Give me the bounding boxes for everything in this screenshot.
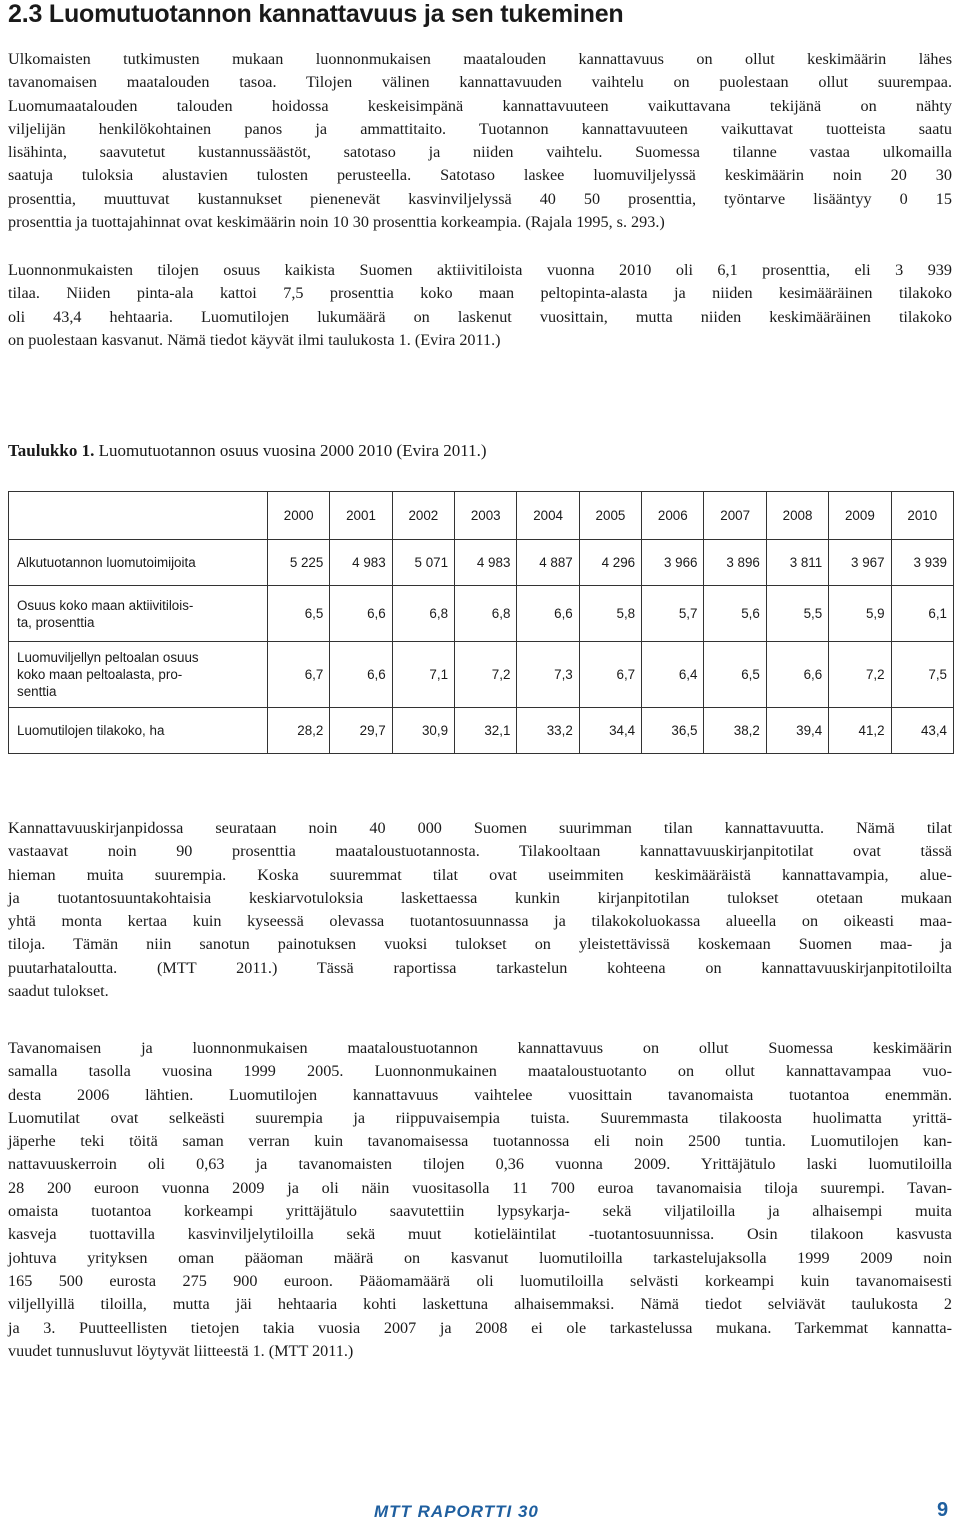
value-cell: 32,1	[455, 708, 517, 754]
text-line: samalla tasolla vuosina 1999 2005. Luonnonmukainen maataloustuotanto on ollut kannattavampaa vuo-	[8, 1062, 952, 1081]
value-cell: 5 225	[267, 540, 329, 586]
value-cell: 30,9	[392, 708, 454, 754]
value-cell: 34,4	[579, 708, 641, 754]
value-cell: 7,3	[517, 642, 579, 708]
text-line: lisähinta, saavutetut kustannussäästöt, satotaso ja niiden vaihtelu. Suomessa tilanne vastaa ulkomailla	[8, 143, 952, 162]
text-line: Luonnonmukaisten tilojen osuus kaikista Suomen aktiivitiloista vuonna 2010 oli 6,1 prosenttia, eli 3 939	[8, 261, 952, 279]
paragraph-1	[8, 48, 952, 234]
row-label-cell: Luomuviljellyn peltoalan osuus koko maan peltoalasta, pro- senttia	[9, 642, 268, 708]
value-cell: 6,5	[704, 642, 766, 708]
value-cell: 41,2	[829, 708, 891, 754]
value-cell: 5,6	[704, 586, 766, 642]
value-cell: 5,8	[579, 586, 641, 642]
value-cell: 6,7	[579, 642, 641, 708]
paragraph-2	[8, 259, 952, 352]
text-line: vastaavat noin 90 prosenttia maataloustuotannosta. Tilakooltaan kannattavuuskirjanpitotilat ovat tässä	[8, 842, 952, 861]
value-cell: 33,2	[517, 708, 579, 754]
text-line: prosenttia, muuttuvat kustannukset pienenevät kasvinviljelyssä 40 50 prosenttia, työntarve lisääntyy 0 15	[8, 189, 952, 208]
year-header-cell: 2006	[642, 492, 704, 540]
value-cell: 7,2	[829, 642, 891, 708]
text-line: tilaa. Niiden pinta-ala kattoi 7,5 prosenttia koko maan peltopinta-alasta ja niiden kesimääräinen tilakoko	[8, 284, 952, 303]
year-header-cell: 2003	[455, 492, 517, 540]
value-cell: 7,5	[891, 642, 953, 708]
text-line: kasveja tuottavilla kasvinviljelytiloilla sekä muut kotieläintilat -tuotantosuunnissa. Osin tilakoon kasvusta	[8, 1225, 952, 1244]
text-line: saadut tulokset.	[8, 982, 109, 1001]
text-line: prosenttia ja tuottajahinnat ovat keskimäärin noin 10 30 prosenttia korkeampia. (Rajala 1995, s. 293.)	[8, 213, 665, 232]
year-header-cell: 2001	[330, 492, 392, 540]
year-header-cell: 2002	[392, 492, 454, 540]
text-line: Kannattavuuskirjanpidossa seurataan noin 40 000 Suomen suurimman tilan kannattavuutta. Nämä tilat	[8, 819, 952, 837]
text-line: 165 500 eurosta 275 900 euroon. Pääomamäärä oli luomutiloilla selvästi korkeampi kuin tavanomaisesti	[8, 1271, 952, 1290]
value-cell: 4 296	[579, 540, 641, 586]
table-row	[9, 540, 954, 586]
row-label-cell: Luomutilojen tilakoko, ha	[9, 708, 268, 754]
data-table	[8, 491, 954, 754]
text-line: tiloja. Tämän niin sanotun painotuksen vuoksi tulokset on yleistettävissä koskemaan Suomen maa- ja	[8, 935, 952, 954]
text-line: Tavanomaisen ja luonnonmukaisen maataloustuotannon kannattavuus on ollut Suomessa keskimäärin	[8, 1039, 952, 1057]
paragraph-3	[8, 817, 952, 1003]
value-cell: 5,9	[829, 586, 891, 642]
table-row	[9, 586, 954, 642]
text-line: puutarhataloutta. (MTT 2011.) Tässä raportissa tarkastelun kohteena on kannattavuuskirjanpitotiloilta	[8, 958, 952, 977]
value-cell: 6,8	[455, 586, 517, 642]
value-cell: 3 967	[829, 540, 891, 586]
value-cell: 5 071	[392, 540, 454, 586]
text-line: 28 200 euroon vuonna 2009 ja oli näin vuositasolla 11 700 euroa tavanomaisia tiloja suurempi. Tavan-	[8, 1178, 952, 1197]
text-line: viljelijän henkilökohtainen panos ja ammattitaito. Tuotannon kannattavuuteen vaikuttavat tuotteista saatu	[8, 119, 952, 138]
value-cell: 6,1	[891, 586, 953, 642]
row-label-cell: Osuus koko maan aktiivitilois- ta, prosenttia	[9, 586, 268, 642]
year-header-cell: 2007	[704, 492, 766, 540]
text-line: saatuja tuloksia alustavien tulosten perusteella. Satotaso laskee luomuviljelyssä keskimäärin noin 20 30	[8, 166, 952, 185]
value-cell: 4 983	[330, 540, 392, 586]
value-cell: 3 811	[766, 540, 828, 586]
value-cell: 5,5	[766, 586, 828, 642]
paragraph-4	[8, 1037, 952, 1363]
value-cell: 6,6	[517, 586, 579, 642]
text-line: desta 2006 lähtien. Luomutilojen kannattavuus vaihtelee vuosittain tavanomaista tuotantoa enemmän.	[8, 1085, 952, 1104]
footer-brand: MTT RAPORTTI 30	[374, 1502, 539, 1521]
text-line: yhtä monta kertaa kuin kyseessä olevassa tuotantosuunnassa ja tilakokoluokassa alueella on oikeasti maa-	[8, 912, 952, 931]
table-caption-label: Taulukko 1.	[8, 441, 95, 460]
table-caption-text: Luomutuotannon osuus vuosina 2000 2010 (Evira 2011.)	[94, 441, 487, 460]
text-line: viljellyillä tiloilla, mutta jäi hehtaaria kohti laskettuna alhaisemmaksi. Nämä tiedot selviävät taulukosta 2	[8, 1295, 952, 1314]
text-line: on puolestaan kasvanut. Nämä tiedot käyvät ilmi taulukosta 1. (Evira 2011.)	[8, 330, 501, 349]
value-cell: 6,5	[267, 586, 329, 642]
value-cell: 4 983	[455, 540, 517, 586]
value-cell: 29,7	[330, 708, 392, 754]
value-cell: 43,4	[891, 708, 953, 754]
table-row	[9, 708, 954, 754]
value-cell: 6,4	[642, 642, 704, 708]
text-line: jäperhe teki töitä saman verran kuin tavanomaisessa tuotannossa eli noin 2500 tuntia. Luomutilojen kan-	[8, 1132, 952, 1151]
year-header-cell: 2009	[829, 492, 891, 540]
table-row	[9, 642, 954, 708]
text-line: Luomumaatalouden talouden hoidossa keskeisimpänä kannattavuuteen vaikuttavana tekijänä on nähty	[8, 96, 952, 115]
text-line: johtuva yrityksen oman pääoman määrä on kasvanut luomutiloilla tarkastelujaksolla 1999 2009 noin	[8, 1248, 952, 1267]
text-line: hieman muita suurempia. Koska suuremmat tilat ovat useimmiten keskimääräistä kannattavampia, alue-	[8, 865, 952, 884]
text-line: ja 3. Puutteellisten tietojen takia vuosia 2007 ja 2008 ei ole tarkastelussa mukana. Tarkemmat kannatta-	[8, 1318, 952, 1337]
text-line: vuudet tunnusluvut löytyvät liitteestä 1. (MTT 2011.)	[8, 1341, 354, 1360]
value-cell: 7,2	[455, 642, 517, 708]
year-header-cell: 2010	[891, 492, 953, 540]
text-line: tavanomaisen maatalouden tasoa. Tilojen välinen kannattavuuden vaihtelu on puolestaan ollut suurempaa.	[8, 73, 952, 92]
value-cell: 7,1	[392, 642, 454, 708]
value-cell: 6,7	[267, 642, 329, 708]
value-cell: 6,6	[330, 642, 392, 708]
value-cell: 3 896	[704, 540, 766, 586]
value-cell: 39,4	[766, 708, 828, 754]
text-line: ja tuotantosuuntakohtaisia keskiarvotuloksia laskettaessa kunkin kirjanpitotilan tulokset otetaan mukaan	[8, 888, 952, 907]
value-cell: 28,2	[267, 708, 329, 754]
text-line: Ulkomaisten tutkimusten mukaan luonnonmukaisen maatalouden kannattavuus on ollut keskimäärin lähes	[8, 50, 952, 68]
value-cell: 4 887	[517, 540, 579, 586]
value-cell: 36,5	[642, 708, 704, 754]
value-cell: 5,7	[642, 586, 704, 642]
year-header-cell: 2000	[267, 492, 329, 540]
table-caption	[8, 441, 487, 461]
value-cell: 6,6	[766, 642, 828, 708]
text-line: oli 43,4 hehtaaria. Luomutilojen lukumäärä on laskenut vuosittain, mutta niiden keskimääräinen tilakoko	[8, 307, 952, 326]
value-cell: 6,8	[392, 586, 454, 642]
table-corner-cell	[9, 492, 268, 540]
value-cell: 3 966	[642, 540, 704, 586]
section-heading: 2.3 Luomutuotannon kannattavuus ja sen tukeminen	[8, 0, 624, 28]
value-cell: 38,2	[704, 708, 766, 754]
year-header-cell: 2008	[766, 492, 828, 540]
year-header-cell: 2004	[517, 492, 579, 540]
page-number: 9	[937, 1499, 949, 1521]
year-header-cell: 2005	[579, 492, 641, 540]
text-line: nattavuuskerroin oli 0,63 ja tavanomaisten tilojen 0,36 vuonna 2009. Yrittäjätulo laski luomutiloilla	[8, 1155, 952, 1174]
text-line: omaista tuotantoa korkeampi yrittäjätulo saavutettiin lypsykarja- sekä viljatiloilla ja alhaisempi muita	[8, 1202, 952, 1221]
value-cell: 6,6	[330, 586, 392, 642]
row-label-cell: Alkutuotannon luomutoimijoita	[9, 540, 268, 586]
text-line: Luomutilat ovat selkeästi suurempia ja riippuvaisempia tuista. Suuremmasta tilakoosta huolimatta yrittä-	[8, 1108, 952, 1127]
value-cell: 3 939	[891, 540, 953, 586]
table-header-row	[9, 492, 954, 540]
